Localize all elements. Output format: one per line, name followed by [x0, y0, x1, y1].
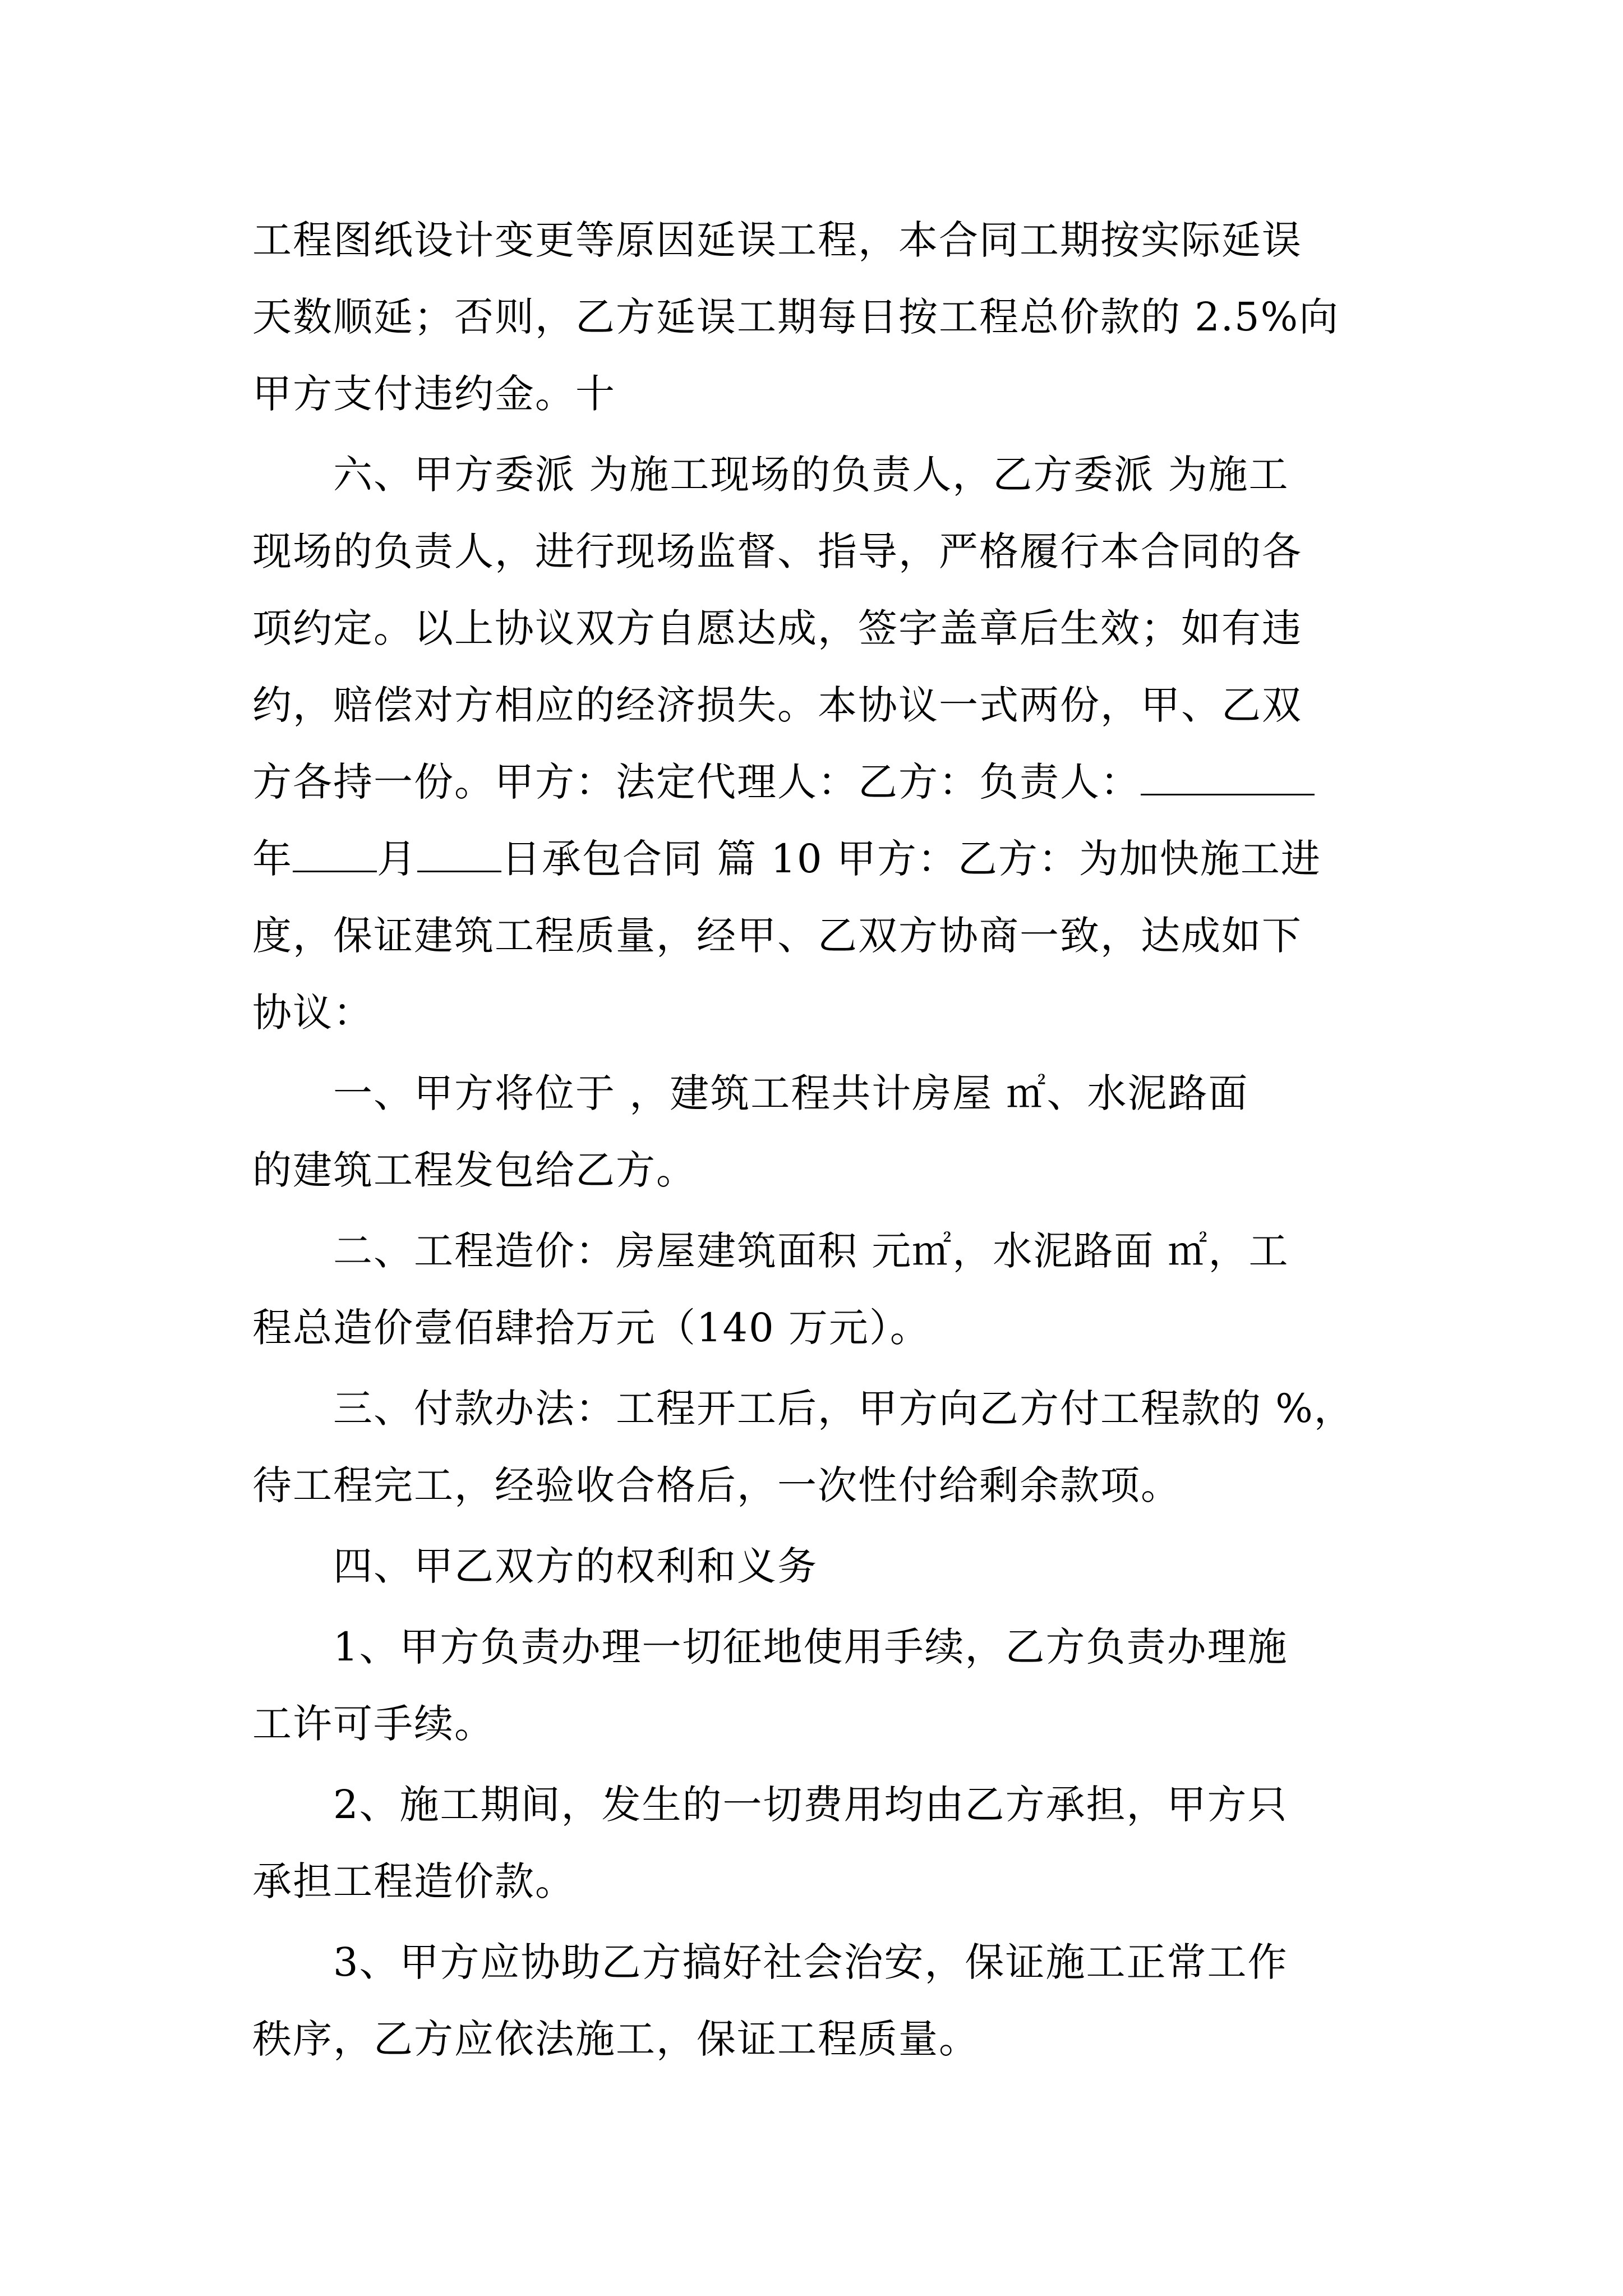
paragraph-gap — [252, 1920, 1413, 1924]
day-blank — [417, 826, 501, 872]
text-line: 程总造价壹佰肆拾万元（140 万元）。 — [252, 1305, 930, 1351]
text-line: 甲方支付违约金。十 — [252, 371, 616, 417]
text-line: 工程图纸设计变更等原因延误工程，本合同工期按实际延误 — [252, 217, 1302, 263]
text-line: 1、甲方负责办理一切征地使用手续，乙方负责办理施 — [252, 1624, 1288, 1670]
paragraph-gap — [252, 1605, 1413, 1609]
document-body — [252, 202, 1413, 2078]
text-line — [252, 744, 1413, 821]
paragraph-gap — [252, 1524, 1413, 1528]
paragraph-gap — [252, 1051, 1413, 1055]
text-line: 承担工程造价款。 — [252, 1858, 575, 1904]
text-line: 的建筑工程发包给乙方。 — [252, 1147, 697, 1193]
text-line: 现场的负责人，进行现场监督、指导，严格履行本合同的各 — [252, 528, 1302, 574]
text-line: 项约定。以上协议双方自愿达成，签字盖章后生效；如有违 — [252, 605, 1302, 651]
text-line: 六、甲方委派 为施工现场的负责人，乙方委派 为施工 — [252, 452, 1289, 498]
year-label: 年 — [252, 836, 293, 882]
text-line: 度，保证建筑工程质量，经甲、乙双方协商一致，达成如下 — [252, 913, 1302, 959]
paragraph-gap — [252, 1209, 1413, 1213]
text-line: 一、甲方将位于 ，建筑工程共计房屋 ㎡、水泥路面 — [252, 1070, 1249, 1116]
text-line: 工许可手续。 — [252, 1701, 495, 1747]
month-blank — [293, 826, 377, 872]
text-line: 秩序，乙方应依法施工，保证工程质量。 — [252, 2016, 979, 2062]
paragraph-gap — [252, 1763, 1413, 1766]
text-line: 3、甲方应协助乙方搞好社会治安，保证施工正常工作 — [252, 1939, 1288, 1985]
text-line: 天数顺延；否则，乙方延误工期每日按工程总价款的 2.5%向 — [252, 294, 1340, 340]
text-segment: 方各持一份。甲方：法定代理人：乙方：负责人： — [252, 759, 1141, 805]
month-label: 月 — [377, 836, 417, 882]
text-line — [252, 821, 1413, 898]
text-segment: 日承包合同 篇 10 甲方：乙方：为加快施工进 — [501, 836, 1321, 882]
text-line: 约，赔偿对方相应的经济损失。本协议一式两份，甲、乙双 — [252, 682, 1302, 728]
text-line: 四、甲乙双方的权利和义务 — [252, 1543, 818, 1589]
paragraph-gap — [252, 432, 1413, 436]
text-line: 三、付款办法：工程开工后，甲方向乙方付工程款的 %， — [252, 1386, 1354, 1432]
signature-date-blank — [1141, 749, 1315, 795]
text-line: 待工程完工，经验收合格后，一次性付给剩余款项。 — [252, 1462, 1181, 1508]
paragraph-gap — [252, 1366, 1413, 1370]
text-line: 协议： — [252, 990, 374, 1036]
text-line: 2、施工期间，发生的一切费用均由乙方承担，甲方只 — [252, 1782, 1288, 1828]
text-line: 二、工程造价：房屋建筑面积 元㎡，水泥路面 ㎡，工 — [252, 1228, 1289, 1274]
